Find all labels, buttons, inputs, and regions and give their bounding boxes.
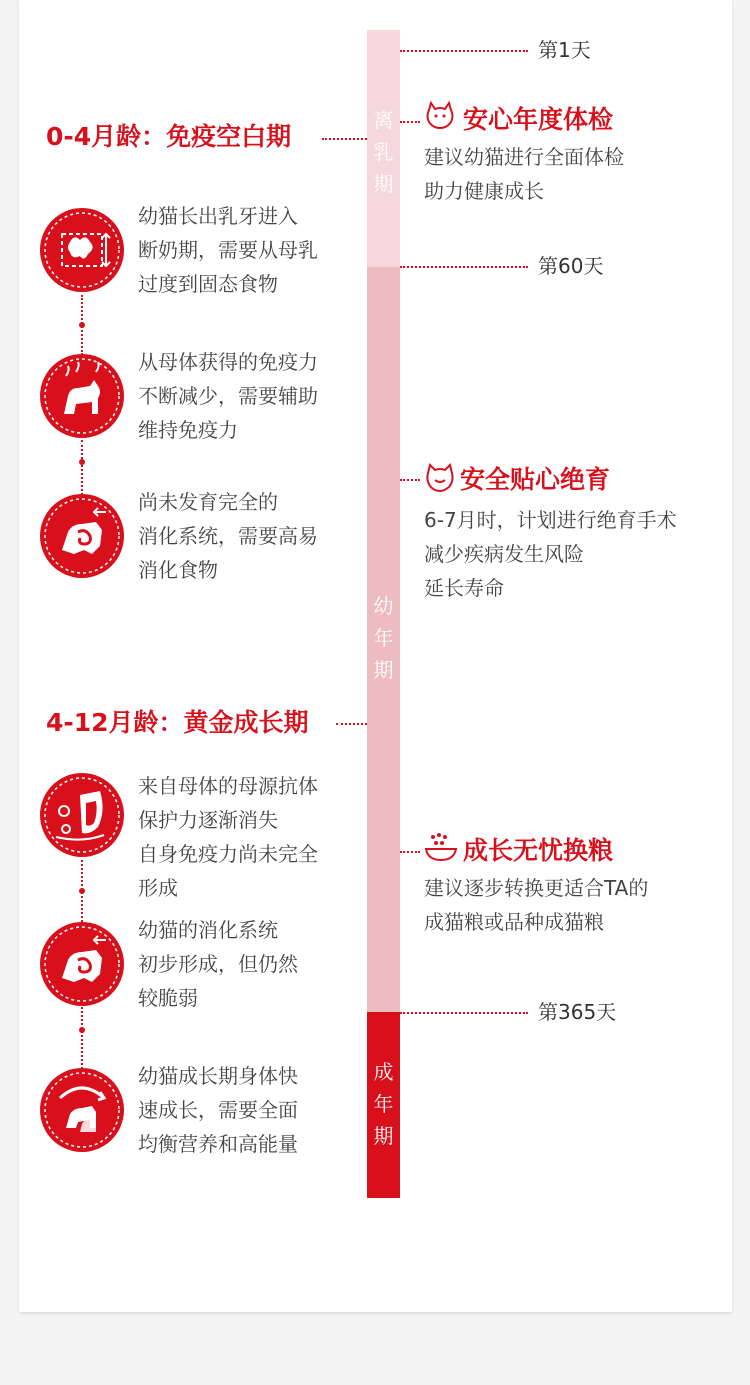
- desc-line: 初步形成，但仍然: [138, 952, 298, 976]
- left-item-desc: [138, 769, 318, 905]
- desc-line: 自身免疫力尚未完全: [138, 842, 318, 866]
- desc-line: 助力健康成长: [424, 179, 544, 203]
- desc-line: 均衡营养和高能量: [138, 1132, 298, 1156]
- phase-label-kitten: [367, 590, 400, 686]
- item-connector: [81, 1007, 83, 1069]
- desc-line: 速成长，需要全面: [138, 1098, 298, 1122]
- day-marker-60: 第60天: [538, 254, 604, 278]
- right-connector: [400, 851, 420, 853]
- weaning-food-icon: [40, 208, 124, 292]
- desc-line: 保护力逐渐消失: [138, 808, 278, 832]
- stage-connector: [322, 138, 367, 140]
- right-item-title-checkup: 安心年度体检: [463, 105, 614, 134]
- left-item-desc: [138, 1059, 298, 1161]
- desc-line: 成猫粮或品种成猫粮: [424, 910, 604, 934]
- desc-line: 建议逐步转换更适合TA的: [424, 876, 649, 900]
- phase-label-weaning: [367, 104, 400, 200]
- desc-line: 建议幼猫进行全面体检: [424, 145, 624, 169]
- desc-line: 过度到固态食物: [138, 272, 278, 296]
- phase-char: 期: [373, 658, 394, 682]
- phase-char: [367, 104, 400, 200]
- desc-line: 幼猫长出乳牙进入: [138, 204, 298, 228]
- right-item-title-food: 成长无忧换粮: [463, 836, 614, 865]
- desc-line: 维持免疫力: [138, 418, 238, 442]
- phase-char: 离: [373, 108, 394, 132]
- desc-line: 形成: [138, 876, 178, 900]
- connector-dot: [79, 322, 85, 328]
- desc-line: 6-7月时，计划进行绝育手术: [424, 508, 677, 532]
- phase-char: 期: [373, 1124, 394, 1148]
- phase-char: 成: [373, 1060, 394, 1084]
- day-connector: [400, 266, 528, 268]
- right-connector: [400, 121, 420, 123]
- desc-line: 延长寿命: [424, 576, 504, 600]
- desc-line: 消化系统，需要高易: [138, 524, 318, 548]
- left-item-desc: [138, 485, 318, 587]
- stage-title-immunity-gap: 0-4月龄：免疫空白期: [46, 122, 292, 151]
- cat-checkup-icon: [423, 100, 457, 134]
- day-connector: [400, 1012, 528, 1014]
- growth-icon: [40, 1068, 124, 1152]
- kitten-immunity-icon: [40, 354, 124, 438]
- left-item-desc: [138, 913, 298, 1015]
- desc-line: 幼猫的消化系统: [138, 918, 278, 942]
- phase-char: 乳: [373, 140, 394, 164]
- stage-connector: [336, 723, 367, 725]
- digestion-icon: [40, 494, 124, 578]
- desc-line: 较脆弱: [138, 986, 198, 1010]
- phase-char: [367, 1056, 400, 1152]
- digestion-icon: [40, 922, 124, 1006]
- connector-dot: [79, 1027, 85, 1033]
- phase-char: 年: [373, 626, 394, 650]
- left-item-desc: [138, 345, 318, 447]
- phase-char: 幼: [373, 594, 394, 618]
- day-marker-365: 第365天: [538, 1000, 617, 1024]
- stage-title-golden-growth: 4-12月龄：黄金成长期: [46, 708, 309, 737]
- left-item-desc: [138, 199, 318, 301]
- phase-char: [367, 590, 400, 686]
- day-marker-1: 第1天: [538, 38, 591, 62]
- item-connector: [81, 440, 83, 495]
- desc-line: 尚未发育完全的: [138, 490, 278, 514]
- connector-dot: [79, 459, 85, 465]
- desc-line: 从母体获得的免疫力: [138, 350, 318, 374]
- phase-char: 期: [373, 172, 394, 196]
- right-item-desc-checkup: [424, 140, 624, 208]
- phase-char: 年: [373, 1092, 394, 1116]
- right-item-desc-food: [424, 871, 648, 939]
- phase-label-adult: [367, 1056, 400, 1152]
- desc-line: 断奶期，需要从母乳: [138, 238, 318, 262]
- desc-line: 减少疾病发生风险: [424, 542, 584, 566]
- connector-dot: [79, 888, 85, 894]
- cat-face-icon: [423, 461, 457, 495]
- day-connector: [400, 50, 528, 52]
- right-item-title-neuter: 安全贴心绝育: [460, 465, 611, 494]
- right-item-desc-neuter: [424, 503, 677, 605]
- desc-line: 不断减少，需要辅助: [138, 384, 318, 408]
- desc-line: 来自母体的母源抗体: [138, 774, 318, 798]
- food-bowl-icon: [423, 832, 459, 866]
- desc-line: 消化食物: [138, 558, 218, 582]
- right-connector: [400, 479, 420, 481]
- antibody-shield-icon: [40, 773, 124, 857]
- desc-line: 幼猫成长期身体快: [138, 1064, 298, 1088]
